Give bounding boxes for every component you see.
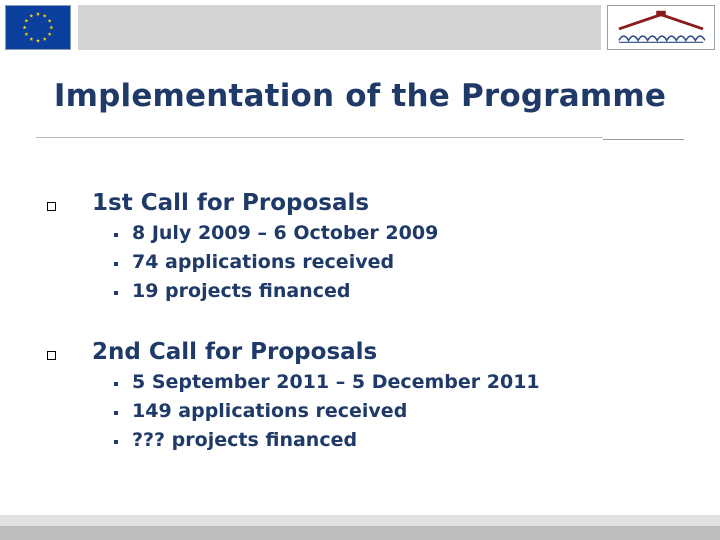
eu-star-icon (23, 25, 27, 29)
list-item-text: 19 projects financed (132, 280, 351, 302)
eu-star-icon (36, 12, 40, 16)
eu-star-icon (49, 25, 53, 29)
square-bullet-icon (47, 351, 56, 360)
square-bullet-icon (47, 202, 56, 211)
small-square-bullet-icon (114, 262, 118, 266)
small-square-bullet-icon (114, 411, 118, 415)
list-item-text: 8 July 2009 – 6 October 2009 (132, 222, 439, 244)
eu-flag-icon (5, 5, 71, 50)
footer-band-dark (0, 526, 720, 540)
eu-star-icon (29, 37, 33, 41)
small-square-bullet-icon (114, 440, 118, 444)
list-item-text: 74 applications received (132, 251, 395, 273)
eu-star-icon (43, 14, 47, 18)
list-item-text: 149 applications received (132, 400, 408, 422)
eu-star-icon (43, 37, 47, 41)
eu-star-icon (36, 39, 40, 43)
page-title: Implementation of the Programme (53, 78, 667, 114)
eu-star-icon (24, 19, 28, 23)
title-divider-accent (603, 139, 684, 140)
small-square-bullet-icon (114, 233, 118, 237)
eu-star-icon (24, 32, 28, 36)
eu-star-icon (48, 32, 52, 36)
title-divider (36, 137, 603, 138)
eu-star-icon (48, 19, 52, 23)
header-band (78, 5, 601, 50)
building-arcade-logo-icon (607, 5, 715, 50)
small-square-bullet-icon (114, 382, 118, 386)
section-heading: 2nd Call for Proposals (92, 339, 378, 365)
list-item-text: 5 September 2011 – 5 December 2011 (132, 371, 540, 393)
eu-star-icon (29, 14, 33, 18)
list-item-text: ??? projects financed (132, 429, 358, 451)
footer-band (0, 515, 720, 526)
section-heading: 1st Call for Proposals (92, 190, 370, 216)
eu-flag-stars (6, 6, 70, 49)
small-square-bullet-icon (114, 291, 118, 295)
